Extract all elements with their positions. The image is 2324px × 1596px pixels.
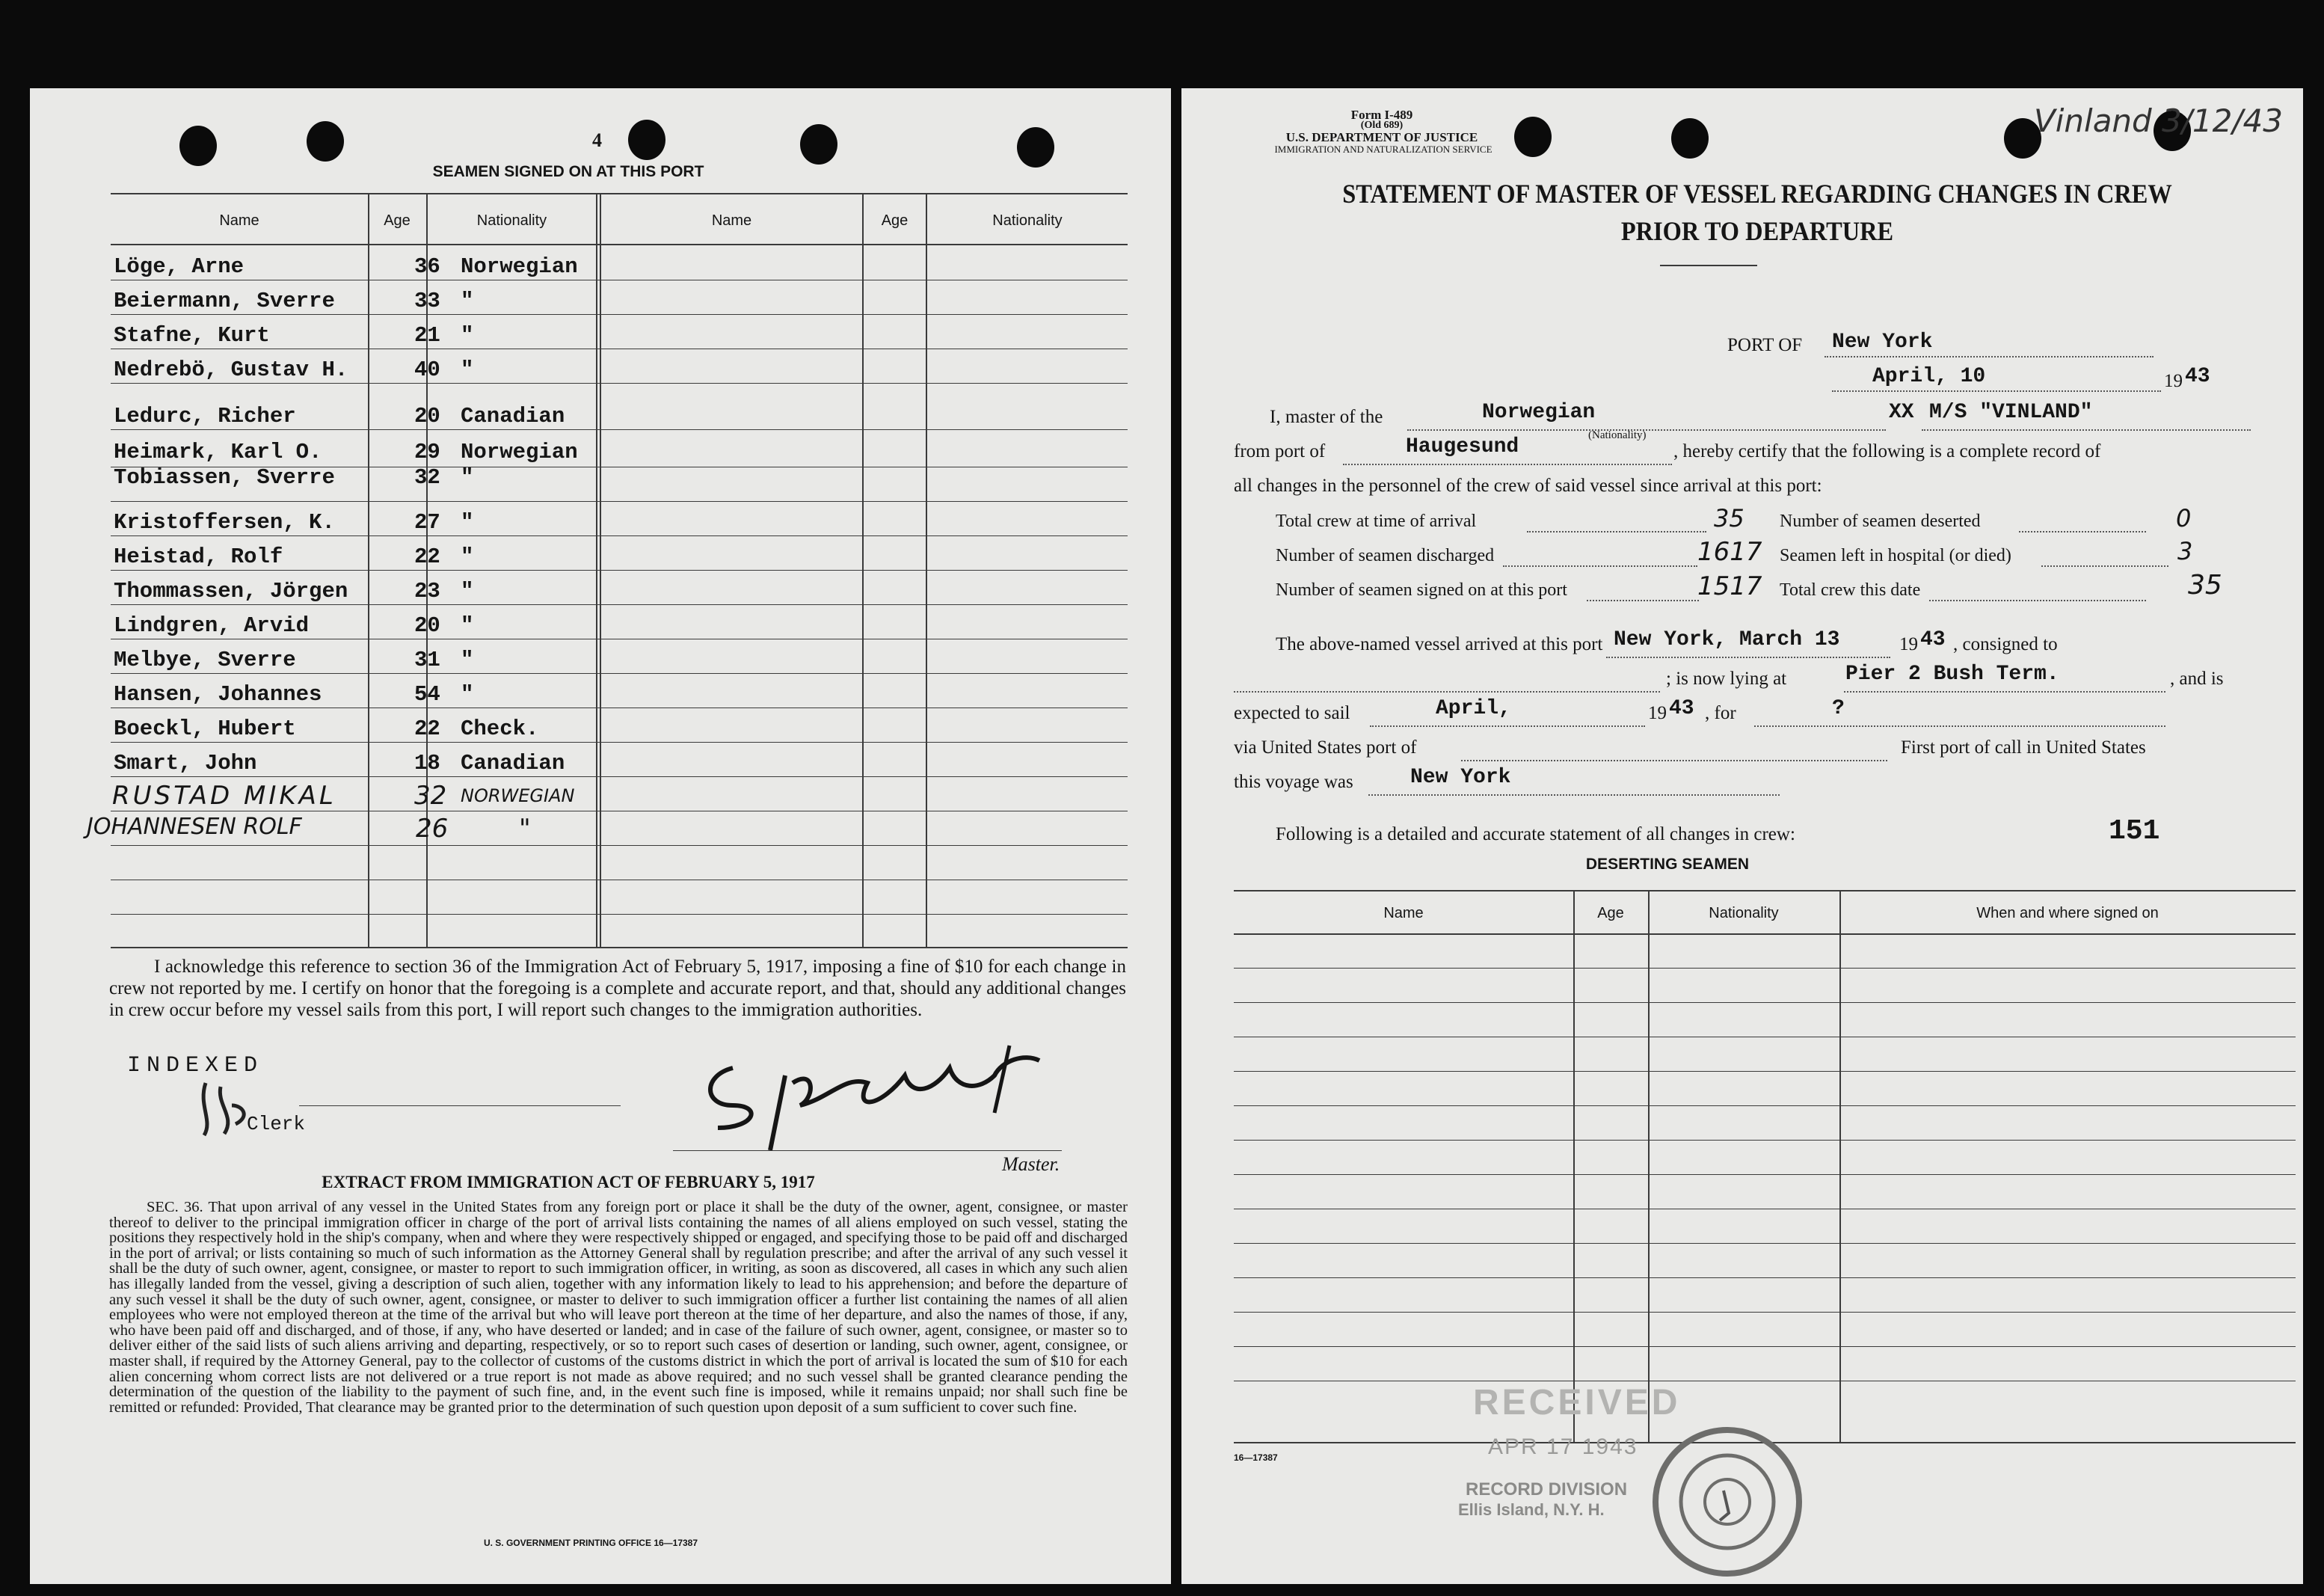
certify-text-2: all changes in the personnel of the crew of said vessel since arrival at this port: <box>1234 476 1822 496</box>
master-signature <box>688 1023 1077 1165</box>
via-label: via United States port of <box>1234 737 1417 758</box>
column-header-nationality-2: Nationality <box>992 212 1063 229</box>
seaman-age: 33 <box>414 289 440 313</box>
column-header-nationality: Nationality <box>476 212 547 229</box>
extract-title: EXTRACT FROM IMMIGRATION ACT OF FEBRUARY 5, 1917 <box>322 1173 815 1191</box>
signed-on-leader <box>1587 600 1699 601</box>
clerk-label: Clerk <box>247 1113 306 1135</box>
section-heading: SEAMEN SIGNED ON AT THIS PORT <box>432 163 704 180</box>
seaman-name: RUSTAD MIKAL <box>112 781 336 811</box>
discharged-leader <box>1503 565 1697 567</box>
deserting-top-rule <box>1234 890 2296 891</box>
deserting-header-when-where: When and where signed on <box>1976 905 2159 921</box>
seaman-age: 27 <box>414 510 440 535</box>
seaman-age: 18 <box>414 751 440 776</box>
column-header-age-2: Age <box>881 212 909 229</box>
seaman-name: Nedrebö, Gustav H. <box>114 357 348 382</box>
lying-label: ; is now lying at <box>1666 669 1787 689</box>
seaman-age: 40 <box>414 357 440 382</box>
seaman-name: Kristoffersen, K. <box>114 510 335 535</box>
seaman-name: Lindgren, Arvid <box>114 613 310 638</box>
seaman-nationality: NORWEGIAN <box>461 785 575 806</box>
date-value: April, 10 <box>1872 365 1986 388</box>
certify-text: , hereby certify that the following is a complete record of <box>1673 441 2101 461</box>
consigned-label: , consigned to <box>1953 634 2058 654</box>
port-label: PORT OF <box>1727 335 1803 355</box>
seaman-name: Hansen, Johannes <box>114 682 322 707</box>
title-underline <box>1660 265 1757 266</box>
seaman-nationality: " <box>461 357 474 382</box>
handwritten-corner-note: Vinland 3/12/43 <box>2034 102 2283 139</box>
seaman-name: Stafne, Kurt <box>114 323 270 348</box>
punch-hole <box>307 121 344 162</box>
received-date: APR 17 1943 <box>1488 1434 1638 1459</box>
seaman-age: 31 <box>414 648 440 672</box>
punch-hole <box>1671 118 1709 159</box>
seaman-nationality: " <box>519 814 531 844</box>
seaman-nationality: Canadian <box>461 404 565 429</box>
column-header-age: Age <box>384 212 411 229</box>
page-number: 4 <box>592 129 602 151</box>
seaman-age: 20 <box>414 404 440 429</box>
deserted-value: 0 <box>2176 504 2192 532</box>
seaman-nationality: " <box>461 613 474 638</box>
arrived-year: 43 <box>1920 628 1946 651</box>
form-number: Form I-489 <box>1350 108 1413 122</box>
voyage-label: this voyage was <box>1234 772 1353 792</box>
discharged-label: Number of seamen discharged <box>1276 546 1495 565</box>
for-value: ? <box>1832 697 1845 720</box>
seaman-nationality: " <box>461 682 474 707</box>
received-stamp: RECEIVED <box>1473 1383 1681 1422</box>
printing-office-footer: U. S. GOVERNMENT PRINTING OFFICE 16—17387 <box>483 1538 698 1548</box>
deserting-header-name: Name <box>1383 905 1424 921</box>
for-label: , for <box>1705 703 1736 723</box>
master-signature-line <box>673 1150 1062 1151</box>
seaman-name: Löge, Arne <box>114 254 245 279</box>
discharged-value: 1617 <box>1697 537 1762 567</box>
punch-hole <box>179 126 217 166</box>
punch-hole <box>1017 127 1054 168</box>
form-footer-number: 16—17387 <box>1234 1452 1278 1463</box>
date-line <box>1832 390 2161 392</box>
seaman-age: 29 <box>414 440 440 464</box>
clerk-signature-line <box>299 1105 621 1106</box>
nationality-value: Norwegian <box>1482 401 1596 424</box>
service-name: IMMIGRATION AND NATURALIZATION SERVICE <box>1274 144 1493 155</box>
expected-year: 43 <box>1669 697 1694 720</box>
signed-on-value: 1517 <box>1697 571 1762 601</box>
vessel-name: M/S "VINLAND" <box>1929 401 2093 424</box>
voyage-line <box>1368 794 1780 796</box>
punch-hole <box>800 124 837 165</box>
year-value: 43 <box>2185 365 2210 388</box>
signed-on-label: Number of seamen signed on at this port <box>1276 580 1567 600</box>
form-title-line-2: PRIOR TO DEPARTURE <box>1620 216 1894 246</box>
deserting-header-rule <box>1234 933 2296 935</box>
for-line <box>1754 725 2165 727</box>
seaman-age: 22 <box>414 544 440 569</box>
lying-line <box>1844 691 2165 693</box>
seaman-name: Thommassen, Jörgen <box>114 579 348 604</box>
indexed-stamp: INDEXED <box>127 1053 264 1078</box>
deserting-column-divider <box>1573 890 1575 1442</box>
seaman-age: 32 <box>414 465 440 490</box>
deserting-header-nationality: Nationality <box>1709 905 1779 921</box>
table-top-rule <box>111 193 1128 194</box>
record-division: RECORD DIVISION <box>1466 1479 1628 1500</box>
seaman-name: Beiermann, Sverre <box>114 289 335 313</box>
total-date-label: Total crew this date <box>1780 580 1921 600</box>
lying-value: Pier 2 Bush Term. <box>1845 663 2059 686</box>
form-old-number: (Old 689) <box>1360 120 1404 131</box>
seaman-age: 26 <box>416 814 449 844</box>
total-date-value: 35 <box>2188 570 2222 601</box>
total-date-leader <box>1929 600 2146 601</box>
seaman-nationality: Canadian <box>461 751 565 776</box>
seaman-age: 20 <box>414 613 440 638</box>
seaman-name: Heimark, Karl O. <box>114 440 322 464</box>
seaman-age: 23 <box>414 579 440 604</box>
hospital-value: 3 <box>2177 537 2193 565</box>
voyage-value: New York <box>1410 766 1511 789</box>
seal-stamp <box>1645 1419 1810 1584</box>
via-line <box>1461 760 1887 761</box>
table-bottom-rule <box>111 947 1128 948</box>
column-header-name: Name <box>219 212 259 229</box>
from-port-line <box>1343 464 1672 465</box>
following-label: Following is a detailed and accurate statement of all changes in crew: <box>1276 824 1795 844</box>
seaman-nationality: " <box>461 510 474 535</box>
seaman-nationality: Check. <box>461 716 539 741</box>
seaman-name: Ledurc, Richer <box>114 404 296 429</box>
deserting-column-divider <box>1839 890 1841 1442</box>
form-title-line-1: STATEMENT OF MASTER OF VESSEL REGARDING CHANGES IN CREW <box>1342 179 2172 209</box>
deserted-label: Number of seamen deserted <box>1780 512 1981 531</box>
deserting-column-divider <box>1648 890 1650 1442</box>
extract-text: SEC. 36. That upon arrival of any vessel in the United States from any foreign port or place it shall be the duty of the owner, agent, consignee, or master thereof to deliver to the principal immigration officer in charge of the port of arrival lists containing the names of all aliens employed on such vessel, stating the positions they respectively hold in the ship's company, when and where they were respectively shipped or engaged, and specifying those to be paid off and discharged in the port of arrival; or lists containing so much of such information as the Attorney General shall by regulation prescribe; and after the arrival of any such vessel it shall be the duty of such owner, agent, consignee, or master to report to such immigration officer, in writing, as soon as discovered, all cases in which any such alien has illegally landed from the vessel, giving a description of such alien, together with any information likely to lead to his apprehension; and before the departure of any such vessel it shall be the duty of such owner, agent, consignee, or master to deliver to such immigration officer a further list containing the names of all alien employees who were not employed thereon at the time of the arrival but who will leave port thereon at the time of her departure, and also the names of those, if any, who have been paid off and discharged, and of those, if any, who have deserted or landed; and in case of the failure of such owner, agent, consignee, or master so to deliver either of the said lists of such aliens arriving and departing, respectively, or so to report such cases of desertion or landing, such owner, agent, consignee, or master shall, if required by the Attorney General, pay to the collector of customs of the customs district in which the port of arrival is located the sum of $10 for each alien concerning whom correct lists are not delivered or a true report is not made as above required; and no such vessel shall be granted clearance pending the determination of the question of the liability to the payment of such fine, and, in the event such fine is imposed, while it remains unpaid; nor shall such fine be remitted or refunded: Provided, That clearance may be granted prior to the determination of such question upon deposit of a sum sufficient to cover such fine. <box>109 1199 1128 1416</box>
seaman-name: Smart, John <box>114 751 257 776</box>
expected-line <box>1370 725 1645 727</box>
seaman-age: 32 <box>414 781 447 811</box>
total-arrival-leader <box>1527 531 1706 532</box>
seaman-name: JOHANNESEN ROLF <box>87 814 302 840</box>
master-label: Master. <box>1002 1153 1060 1175</box>
arrived-year-prefix: 19 <box>1899 634 1918 654</box>
hospital-leader <box>2041 565 2168 567</box>
changes-count: 151 <box>2109 815 2160 847</box>
seaman-age: 21 <box>414 323 440 348</box>
left-page <box>30 88 1171 1584</box>
vessel-prefix: XX <box>1889 401 1914 424</box>
year-prefix: 19 <box>2164 371 2183 391</box>
first-port-label: First port of call in United States <box>1901 737 2146 758</box>
total-arrival-label: Total crew at time of arrival <box>1276 512 1477 531</box>
seaman-nationality: " <box>461 544 474 569</box>
bleed-through <box>1406 253 1418 283</box>
arrived-line <box>1606 657 1890 658</box>
seaman-nationality: " <box>461 579 474 604</box>
seaman-nationality: Norwegian <box>461 254 578 279</box>
seaman-nationality: " <box>461 323 474 348</box>
seaman-age: 22 <box>414 716 440 741</box>
punch-hole <box>628 120 665 160</box>
seaman-age: 54 <box>414 682 440 707</box>
port-value: New York <box>1832 331 1933 354</box>
from-port-label: from port of <box>1234 441 1326 461</box>
master-of-label: I, master of the <box>1270 407 1383 427</box>
nationality-caption: (Nationality) <box>1588 429 1647 441</box>
seaman-name: Heistad, Rolf <box>114 544 283 569</box>
seaman-name: Boeckl, Hubert <box>114 716 296 741</box>
expected-value: April, <box>1436 697 1511 720</box>
seaman-nationality: " <box>461 289 474 313</box>
seaman-nationality: " <box>461 465 474 490</box>
column-header-name-2: Name <box>711 212 752 229</box>
hospital-label: Seamen left in hospital (or died) <box>1780 546 2011 565</box>
and-is-label: , and is <box>2170 669 2224 689</box>
department-name: U.S. DEPARTMENT OF JUSTICE <box>1285 130 1478 144</box>
ellis-island: Ellis Island, N.Y. H. <box>1458 1500 1605 1519</box>
total-arrival-value: 35 <box>1714 504 1744 532</box>
from-port-value: Haugesund <box>1406 435 1519 458</box>
seaman-name: Tobiassen, Sverre <box>114 465 335 490</box>
deserting-header-age: Age <box>1597 905 1624 921</box>
nationality-line <box>1407 429 1886 431</box>
right-page <box>1181 88 2303 1584</box>
header-rule <box>111 244 1128 245</box>
deserted-leader <box>2019 531 2146 532</box>
expected-label: expected to sail <box>1234 703 1350 723</box>
seaman-nationality: Norwegian <box>461 440 578 464</box>
consignee-line <box>1234 691 1660 693</box>
port-line <box>1825 356 2154 357</box>
form-title <box>1279 175 2235 250</box>
seaman-name: Melbye, Sverre <box>114 648 296 672</box>
acknowledgement-text: I acknowledge this reference to section 36 of the Immigration Act of February 5, 1917, imposing a fine of $10 for each change in crew not reported by me. I certify on honor that the foregoing is a complete and accurate report, and that, should any additional changes in crew occur before my vessel sails from this port, I will report such changes to the immigration authorities. <box>109 957 1126 1020</box>
vessel-line <box>1922 429 2251 431</box>
seaman-age: 36 <box>414 254 440 279</box>
arrived-label: The above-named vessel arrived at this port <box>1276 634 1603 654</box>
seaman-nationality: " <box>461 648 474 672</box>
arrived-value: New York, March 13 <box>1614 628 1840 651</box>
deserting-title: DESERTING SEAMEN <box>1585 856 1750 873</box>
expected-year-prefix: 19 <box>1648 703 1667 723</box>
